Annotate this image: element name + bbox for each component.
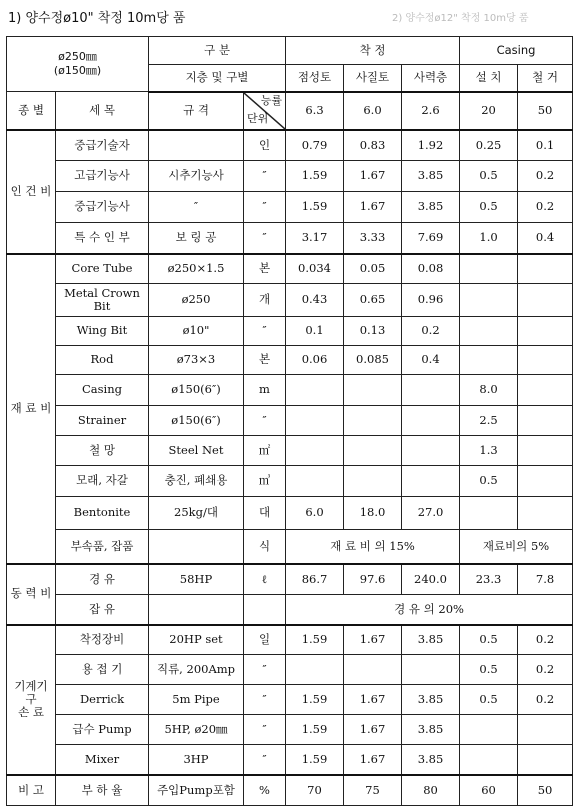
value-cell: 1.67 — [344, 625, 402, 655]
unit-cell: ″ — [244, 161, 286, 192]
value-cell: 0.2 — [518, 685, 573, 715]
table-row — [7, 223, 573, 254]
value-cell: 6.0 — [286, 497, 344, 530]
spec-cell: 5m Pipe — [149, 685, 244, 715]
spec-cell: 20HP set — [149, 625, 244, 655]
spec-cell: Steel Net — [149, 436, 244, 466]
spec-cell: ø250×1.5 — [149, 254, 244, 284]
value-cell: 3.33 — [344, 223, 402, 254]
value-cell — [286, 375, 344, 406]
install-header: 설 치 — [460, 65, 518, 92]
remove-header: 철 거 — [518, 65, 573, 92]
value-cell — [460, 284, 518, 317]
spec-cell: ø150(6″) — [149, 406, 244, 436]
unit-cell: 인 — [244, 130, 286, 161]
value-cell: 27.0 — [402, 497, 460, 530]
value-cell — [402, 466, 460, 497]
spec-cell — [149, 130, 244, 161]
unit-cell: 식 — [244, 530, 286, 564]
value-cell: 1.59 — [286, 715, 344, 745]
item-cell: 용 접 기 — [56, 655, 149, 685]
table-row — [7, 346, 573, 375]
value-cell: 1.59 — [286, 161, 344, 192]
value-cell — [344, 466, 402, 497]
value-cell: 2.5 — [460, 406, 518, 436]
value-cell — [518, 745, 573, 775]
value-cell: 3.85 — [402, 745, 460, 775]
value-cell: 0.5 — [460, 685, 518, 715]
value-cell: 0.5 — [460, 466, 518, 497]
item-cell: Mixer — [56, 745, 149, 775]
table-row — [7, 466, 573, 497]
spec-cell: 시추기능사 — [149, 161, 244, 192]
strata-header: 지층 및 구별 — [149, 65, 286, 92]
rate-install: 20 — [460, 92, 518, 130]
table-row — [7, 715, 573, 745]
value-cell: 1.92 — [402, 130, 460, 161]
value-cell — [344, 655, 402, 685]
value-cell — [344, 406, 402, 436]
value-cell: 0.1 — [286, 317, 344, 346]
value-cell: 240.0 — [402, 564, 460, 595]
table-row — [7, 530, 573, 564]
value-cell: 0.79 — [286, 130, 344, 161]
unit-cell: 본 — [244, 346, 286, 375]
category-remarks: 비 고 — [7, 775, 56, 806]
unit-cell: m — [244, 375, 286, 406]
value-cell: 1.59 — [286, 685, 344, 715]
spec-cell: 직류, 200Amp — [149, 655, 244, 685]
item-cell: Metal Crown Bit — [56, 284, 149, 317]
value-cell — [286, 436, 344, 466]
table-row — [7, 130, 573, 161]
value-cell: 0.034 — [286, 254, 344, 284]
table-row — [7, 161, 573, 192]
value-cell — [286, 406, 344, 436]
item-cell: Wing Bit — [56, 317, 149, 346]
value-cell: 0.43 — [286, 284, 344, 317]
soil-clay-header: 점성토 — [286, 65, 344, 92]
value-cell — [518, 406, 573, 436]
spec-cell: ″ — [149, 192, 244, 223]
value-cell: 0.4 — [518, 223, 573, 254]
spec-cell: 충진, 폐쇄용 — [149, 466, 244, 497]
value-cell — [518, 317, 573, 346]
value-cell: 0.06 — [286, 346, 344, 375]
unit-cell: ″ — [244, 655, 286, 685]
item-cell: 잡 유 — [56, 595, 149, 625]
gubun-header: 구 분 — [149, 37, 286, 65]
value-cell: 0.25 — [460, 130, 518, 161]
item-cell: Core Tube — [56, 254, 149, 284]
table-row — [7, 745, 573, 775]
value-cell — [518, 346, 573, 375]
value-cell: 3.85 — [402, 715, 460, 745]
value-cell: 0.96 — [402, 284, 460, 317]
unit-cell — [244, 595, 286, 625]
item-cell: 중급기능사 — [56, 192, 149, 223]
efficiency-unit-header — [244, 92, 286, 130]
spec-cell: 25kg/대 — [149, 497, 244, 530]
value-cell: 0.1 — [518, 130, 573, 161]
misc-casing-cell: 재료비의 5% — [460, 530, 573, 564]
value-cell: 1.67 — [344, 685, 402, 715]
table-row — [7, 317, 573, 346]
value-cell: 0.2 — [518, 161, 573, 192]
value-cell: 7.69 — [402, 223, 460, 254]
rate-gravel: 2.6 — [402, 92, 460, 130]
value-cell — [460, 745, 518, 775]
spec-cell: ø10" — [149, 317, 244, 346]
unit-cell: ″ — [244, 745, 286, 775]
item-cell: 경 유 — [56, 564, 149, 595]
unit-cell: ″ — [244, 685, 286, 715]
value-cell: 7.8 — [518, 564, 573, 595]
value-cell: 0.2 — [402, 317, 460, 346]
unit-cell: ㎡ — [244, 436, 286, 466]
unit-cell: ″ — [244, 715, 286, 745]
value-cell: 0.5 — [460, 192, 518, 223]
unit-cell: 본 — [244, 254, 286, 284]
value-cell — [460, 346, 518, 375]
value-cell — [518, 375, 573, 406]
table-row — [7, 192, 573, 223]
value-cell — [344, 436, 402, 466]
value-cell: 1.59 — [286, 192, 344, 223]
value-cell: 0.2 — [518, 192, 573, 223]
unit-cell: ″ — [244, 223, 286, 254]
value-cell: 1.67 — [344, 745, 402, 775]
unit-label: 단위 — [247, 111, 269, 125]
diameter-label: ø250㎜ — [58, 50, 97, 64]
value-cell: 50 — [518, 775, 573, 806]
item-header: 세 목 — [56, 92, 149, 130]
soil-gravel-header: 사력층 — [402, 65, 460, 92]
value-cell: 1.0 — [460, 223, 518, 254]
value-cell: 3.85 — [402, 161, 460, 192]
table-row — [7, 685, 573, 715]
table-row — [7, 375, 573, 406]
unit-cell: ″ — [244, 317, 286, 346]
value-cell — [518, 254, 573, 284]
value-cell — [402, 406, 460, 436]
item-cell: 철 망 — [56, 436, 149, 466]
table-row — [7, 406, 573, 436]
value-cell: 0.65 — [344, 284, 402, 317]
efficiency-label: 능률 — [260, 93, 282, 107]
value-cell: 3.17 — [286, 223, 344, 254]
item-cell: 중급기술자 — [56, 130, 149, 161]
item-cell: 고급기능사 — [56, 161, 149, 192]
spec-cell: ø250 — [149, 284, 244, 317]
casing-header: Casing — [460, 37, 573, 65]
spec-cell — [149, 530, 244, 564]
spec-cell: 3HP — [149, 745, 244, 775]
item-cell: Strainer — [56, 406, 149, 436]
table-row — [7, 564, 573, 595]
table-row — [7, 775, 573, 806]
misc-drilling-cell: 재 료 비 의 15% — [286, 530, 460, 564]
category-label-line: 손 료 — [18, 705, 44, 720]
unit-cell: % — [244, 775, 286, 806]
value-cell: 1.3 — [460, 436, 518, 466]
value-cell — [402, 655, 460, 685]
value-cell — [460, 497, 518, 530]
value-cell — [402, 436, 460, 466]
value-cell — [518, 284, 573, 317]
value-cell: 18.0 — [344, 497, 402, 530]
table-row — [7, 497, 573, 530]
value-cell — [286, 655, 344, 685]
value-cell: 23.3 — [460, 564, 518, 595]
unit-cell: 일 — [244, 625, 286, 655]
value-cell — [460, 715, 518, 745]
category-labor: 인 건 비 — [7, 130, 56, 254]
bleed-through-heading: 2) 양수정ø12" 착정 10m당 품 — [392, 13, 529, 24]
value-cell — [518, 466, 573, 497]
page-title: 1) 양수정ø10" 착정 10m당 품 — [8, 11, 186, 26]
item-cell: 모래, 자갈 — [56, 466, 149, 497]
value-cell — [402, 375, 460, 406]
item-cell: 급수 Pump — [56, 715, 149, 745]
soil-sand-header: 사질토 — [344, 65, 402, 92]
value-cell: 0.83 — [344, 130, 402, 161]
value-cell: 0.13 — [344, 317, 402, 346]
item-cell: Derrick — [56, 685, 149, 715]
item-cell: 부 하 율 — [56, 775, 149, 806]
labor-table — [6, 36, 573, 806]
spec-cell: 58HP — [149, 564, 244, 595]
unit-cell: ℓ — [244, 564, 286, 595]
spec-cell: 5HP, ø20㎜ — [149, 715, 244, 745]
spec-cell: 주입Pump포함 — [149, 775, 244, 806]
value-cell: 1.67 — [344, 715, 402, 745]
spec-header: 규 격 — [149, 92, 244, 130]
value-cell: 0.2 — [518, 625, 573, 655]
rate-clay: 6.3 — [286, 92, 344, 130]
value-cell: 0.4 — [402, 346, 460, 375]
value-cell: 1.67 — [344, 192, 402, 223]
value-cell: 0.05 — [344, 254, 402, 284]
value-cell — [518, 436, 573, 466]
spec-cell: 보 링 공 — [149, 223, 244, 254]
casing-diameter-label: (ø150㎜) — [53, 64, 102, 77]
value-cell: 70 — [286, 775, 344, 806]
value-cell: 3.85 — [402, 192, 460, 223]
drilling-header: 착 정 — [286, 37, 460, 65]
value-cell: 0.5 — [460, 161, 518, 192]
value-cell: 86.7 — [286, 564, 344, 595]
value-cell: 75 — [344, 775, 402, 806]
unit-cell: 대 — [244, 497, 286, 530]
unit-cell: ″ — [244, 406, 286, 436]
value-cell — [460, 317, 518, 346]
category-power: 동 력 비 — [7, 564, 56, 625]
value-cell: 3.85 — [402, 685, 460, 715]
value-cell — [518, 497, 573, 530]
rate-sand: 6.0 — [344, 92, 402, 130]
unit-cell: ㎥ — [244, 466, 286, 497]
table-row — [7, 254, 573, 284]
unit-cell: ″ — [244, 192, 286, 223]
value-cell — [518, 715, 573, 745]
table-row — [7, 625, 573, 655]
unit-cell: 개 — [244, 284, 286, 317]
value-cell: 97.6 — [344, 564, 402, 595]
value-cell — [286, 466, 344, 497]
value-cell: 80 — [402, 775, 460, 806]
item-cell: 특 수 인 부 — [56, 223, 149, 254]
diameter-corner-cell — [7, 37, 149, 92]
value-cell: 0.5 — [460, 655, 518, 685]
table-row — [7, 436, 573, 466]
spec-cell: ø150(6″) — [149, 375, 244, 406]
item-cell: 착정장비 — [56, 625, 149, 655]
value-cell: 1.59 — [286, 745, 344, 775]
value-cell: 1.59 — [286, 625, 344, 655]
value-cell: 0.5 — [460, 625, 518, 655]
rate-remove: 50 — [518, 92, 573, 130]
misc-oil-cell: 경 유 의 20% — [286, 595, 573, 625]
spec-cell — [149, 595, 244, 625]
category-label-line: 기계기구 — [14, 678, 48, 706]
item-cell: Bentonite — [56, 497, 149, 530]
category-machine — [7, 625, 56, 775]
value-cell — [344, 375, 402, 406]
item-cell: 부속품, 잡품 — [56, 530, 149, 564]
table-row — [7, 284, 573, 317]
value-cell: 1.67 — [344, 161, 402, 192]
value-cell: 60 — [460, 775, 518, 806]
item-cell: Rod — [56, 346, 149, 375]
value-cell — [460, 254, 518, 284]
value-cell: 0.085 — [344, 346, 402, 375]
category-header: 종 별 — [7, 92, 56, 130]
item-cell: Casing — [56, 375, 149, 406]
value-cell: 8.0 — [460, 375, 518, 406]
value-cell: 0.08 — [402, 254, 460, 284]
value-cell: 3.85 — [402, 625, 460, 655]
value-cell: 0.2 — [518, 655, 573, 685]
spec-cell: ø73×3 — [149, 346, 244, 375]
table-row — [7, 595, 573, 625]
category-material: 재 료 비 — [7, 254, 56, 564]
table-row — [7, 655, 573, 685]
